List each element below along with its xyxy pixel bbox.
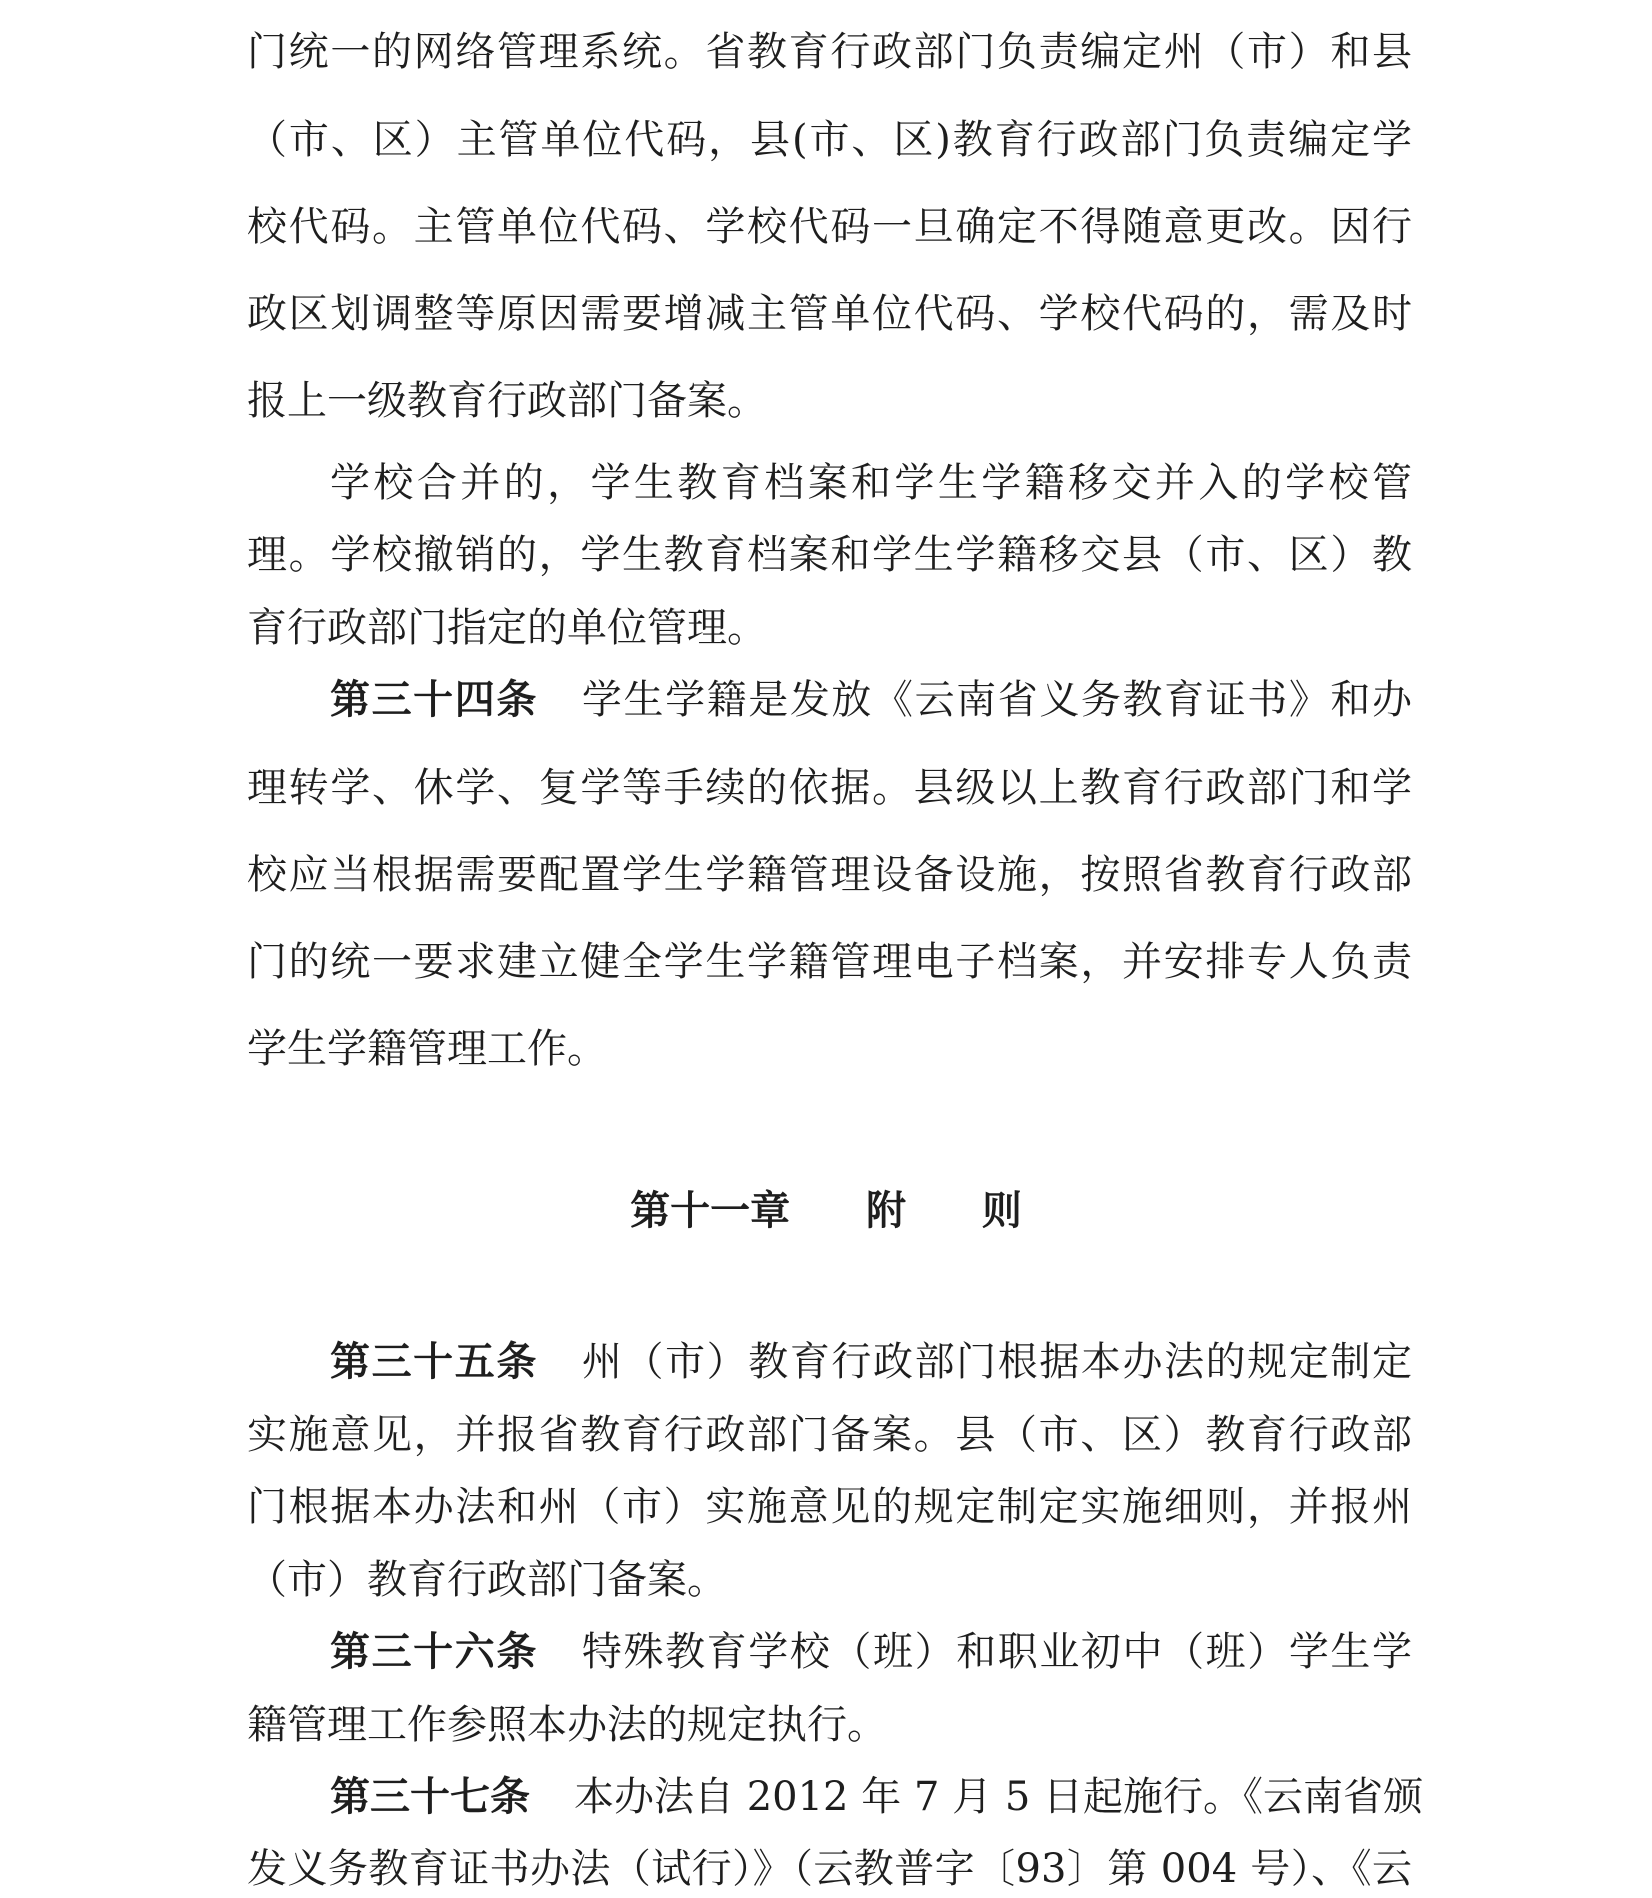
article-35-line-3: 门根据本办法和州（市）实施意见的规定制定实施细则，并报州 (247, 1484, 1412, 1530)
article-34-line-5: 学生学籍管理工作。 (247, 1026, 607, 1072)
article-35-label: 第三十五条 (330, 1339, 538, 1385)
p1-line-4: 政区划调整等原因需要增减主管单位代码、学校代码的，需及时 (247, 291, 1412, 337)
article-35-text-1: 州（市）教育行政部门根据本办法的规定制定 (581, 1339, 1413, 1385)
p1-line-1: 门统一的网络管理系统。省教育行政部门负责编定州（市）和县 (247, 29, 1412, 75)
article-34-first-line (330, 672, 1412, 728)
p1-line-5: 报上一级教育行政部门备案。 (247, 378, 767, 424)
article-35-line-2: 实施意见，并报省教育行政部门备案。县（市、区）教育行政部 (247, 1412, 1412, 1458)
article-34-text-1: 学生学籍是发放《云南省义务教育证书》和办 (581, 677, 1413, 723)
article-37-label: 第三十七条 (330, 1774, 530, 1820)
article-36-text-1: 特殊教育学校（班）和职业初中（班）学生学 (581, 1629, 1413, 1675)
article-36-line-2: 籍管理工作参照本办法的规定执行。 (247, 1702, 887, 1748)
article-37-first-line (330, 1769, 1423, 1825)
article-34-label: 第三十四条 (330, 677, 538, 723)
article-34-line-2: 理转学、休学、复学等手续的依据。县级以上教育行政部门和学 (247, 765, 1412, 811)
article-37-line-2: 发义务教育证书办法（试行）》（云教普字〔93〕第 004 号）、《云 (247, 1846, 1412, 1892)
article-37-text-1: 本办法自 2012 年 7 月 5 日起施行。《云南省颁 (574, 1774, 1423, 1820)
article-34-line-4: 门的统一要求建立健全学生学籍管理电子档案，并安排专人负责 (247, 939, 1412, 985)
article-36-label: 第三十六条 (330, 1629, 538, 1675)
p1-line-2: （市、区）主管单位代码，县(市、区)教育行政部门负责编定学 (247, 117, 1412, 163)
chapter-heading: 第十一章 附 则 (630, 1188, 1022, 1234)
article-35-line-4: （市）教育行政部门备案。 (247, 1557, 727, 1603)
p1-line-3: 校代码。主管单位代码、学校代码一旦确定不得随意更改。因行 (247, 204, 1412, 250)
article-36-first-line (330, 1624, 1412, 1680)
p2-line-3: 育行政部门指定的单位管理。 (247, 605, 767, 651)
p2-line-1: 学校合并的，学生教育档案和学生学籍移交并入的学校管 (330, 460, 1412, 506)
p2-line-2: 理。学校撤销的，学生教育档案和学生学籍移交县（市、区）教 (247, 532, 1412, 578)
article-34-line-3: 校应当根据需要配置学生学籍管理设备设施，按照省教育行政部 (247, 852, 1412, 898)
article-35-first-line (330, 1334, 1412, 1390)
